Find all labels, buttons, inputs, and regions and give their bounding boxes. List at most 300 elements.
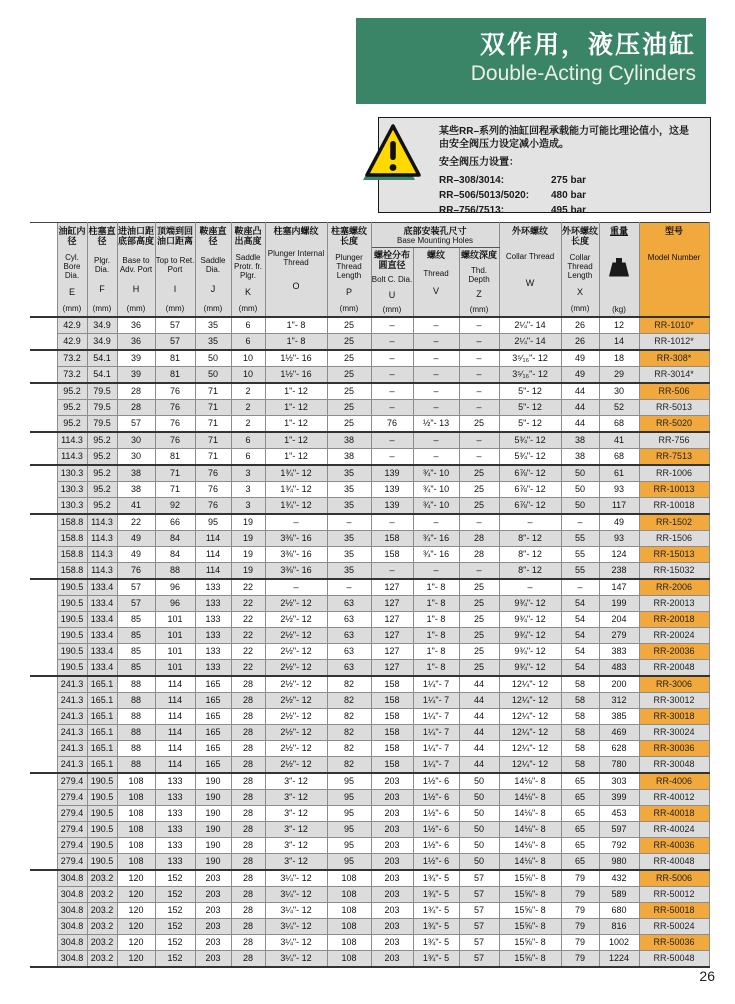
table-cell: 101 — [155, 628, 195, 644]
model-cell: RR-10013 — [639, 482, 709, 498]
table-cell: – — [459, 334, 499, 351]
table-cell: 1½"- 16 — [265, 350, 327, 367]
header-unit: (mm) — [62, 304, 82, 314]
table-cell: 190.5 — [87, 838, 117, 854]
table-cell: 199 — [599, 596, 639, 612]
model-cell: RR-20018 — [639, 612, 709, 628]
table-row — [30, 579, 709, 596]
table-cell: 61 — [599, 465, 639, 482]
table-cell: 30 — [117, 449, 155, 466]
table-cell: 133 — [155, 773, 195, 790]
table-cell: 165.1 — [87, 741, 117, 757]
header-en: Collar Thread — [505, 252, 555, 262]
table-cell: 203 — [195, 887, 231, 903]
model-cell: RR-15013 — [639, 547, 709, 563]
model-cell: RR-3014* — [639, 367, 709, 384]
table-cell: 3¼"- 12 — [265, 951, 327, 968]
table-cell: 54 — [561, 644, 599, 660]
spacer — [673, 279, 675, 288]
table-cell: 76 — [155, 432, 195, 449]
table-cell: 108 — [327, 919, 371, 935]
header-zh: 鞍座直径 — [199, 225, 227, 246]
margin-gutter-cell — [30, 903, 57, 919]
table-cell: 3 — [231, 465, 265, 482]
header-en: Saddle Protr. fr. Plgr. — [233, 252, 262, 280]
table-cell: 203 — [371, 773, 413, 790]
column-header-V — [413, 248, 459, 318]
table-row — [30, 350, 709, 367]
margin-gutter-cell — [30, 367, 57, 384]
table-cell: 108 — [327, 951, 371, 968]
table-cell: 203 — [371, 887, 413, 903]
table-cell: 1¾"- 5 — [413, 887, 459, 903]
table-cell: – — [413, 563, 459, 580]
column-header-W — [499, 223, 561, 318]
table-cell: 190.5 — [87, 773, 117, 790]
header-unit: (mm) — [469, 304, 489, 314]
table-cell: 81 — [155, 449, 195, 466]
table-cell: 190 — [195, 822, 231, 838]
table-row — [30, 628, 709, 644]
table-cell: 130.3 — [57, 498, 87, 515]
table-cell: 1"- 12 — [265, 383, 327, 400]
table-cell: 76 — [371, 416, 413, 433]
table-cell: 158 — [371, 725, 413, 741]
margin-gutter-cell — [30, 822, 57, 838]
table-cell: 1"- 12 — [265, 432, 327, 449]
table-cell: 165 — [195, 676, 231, 693]
table-cell: 139 — [371, 482, 413, 498]
margin-gutter-cell — [30, 741, 57, 757]
table-cell: 93 — [599, 482, 639, 498]
table-cell: 203 — [371, 951, 413, 968]
table-cell: 158 — [371, 693, 413, 709]
table-cell: 3⅜"- 16 — [265, 563, 327, 580]
table-cell: 57 — [155, 317, 195, 334]
table-row — [30, 676, 709, 693]
table-cell: 2½"- 12 — [265, 757, 327, 774]
table-row — [30, 334, 709, 351]
table-cell: 1¾"- 5 — [413, 870, 459, 887]
header-zh: 进油口距底部高度 — [117, 225, 154, 246]
table-cell: 49 — [599, 514, 639, 531]
column-header-E — [57, 223, 87, 318]
table-cell: 96 — [155, 579, 195, 596]
table-cell: 57 — [459, 951, 499, 968]
table-cell: 76 — [155, 416, 195, 433]
table-cell: 28 — [231, 854, 265, 871]
table-cell: 82 — [327, 693, 371, 709]
column-header-weight — [599, 223, 639, 318]
column-header-X — [561, 223, 599, 318]
header-letter: E — [68, 287, 75, 298]
table-cell: 8"- 12 — [499, 563, 561, 580]
table-cell: 28 — [231, 676, 265, 693]
table-cell: – — [413, 367, 459, 384]
header-en: Thread — [423, 268, 449, 278]
model-cell: RR-30048 — [639, 757, 709, 774]
table-cell: 79 — [561, 935, 599, 951]
table-cell: 108 — [327, 870, 371, 887]
table-cell: 1½"- 6 — [413, 838, 459, 854]
table-cell: 241.3 — [57, 693, 87, 709]
table-cell: 139 — [371, 465, 413, 482]
table-cell: 34.9 — [87, 334, 117, 351]
table-cell: 57 — [155, 334, 195, 351]
header-en: Bolt C. Dia. — [371, 275, 413, 285]
pressure-model: RR–506/5013/5020: — [439, 190, 530, 201]
table-row — [30, 725, 709, 741]
table-cell: 50 — [561, 498, 599, 515]
table-cell: 9¾"- 12 — [499, 628, 561, 644]
header-en: Thd. Depth — [468, 265, 490, 284]
table-cell: 93 — [599, 531, 639, 547]
table-cell: – — [413, 383, 459, 400]
table-cell: 49 — [561, 350, 599, 367]
model-cell: RR-30012 — [639, 693, 709, 709]
table-cell: 22 — [231, 612, 265, 628]
margin-gutter-cell — [30, 449, 57, 466]
table-cell: 88 — [155, 563, 195, 580]
table-cell: 165.1 — [87, 725, 117, 741]
table-cell: 203 — [371, 854, 413, 871]
header-letter: I — [173, 284, 177, 295]
table-cell: 79 — [561, 887, 599, 903]
table-cell: 120 — [117, 919, 155, 935]
model-cell: RR-50012 — [639, 887, 709, 903]
header-stack — [562, 224, 599, 316]
header-en: Plunger Thread Length — [335, 252, 363, 280]
table-cell: 2½"- 12 — [265, 725, 327, 741]
table-cell: 792 — [599, 838, 639, 854]
table-cell: 190.5 — [87, 806, 117, 822]
table-cell: 2 — [231, 416, 265, 433]
table-cell: 49 — [561, 367, 599, 384]
table-cell: 304.8 — [57, 887, 87, 903]
table-cell: 25 — [459, 644, 499, 660]
header-unit — [435, 305, 437, 314]
table-cell: 108 — [327, 887, 371, 903]
header-en: Base to Adv. Port — [119, 255, 153, 274]
margin-gutter-cell — [30, 465, 57, 482]
table-cell: 22 — [117, 514, 155, 531]
table-cell: 85 — [117, 644, 155, 660]
table-cell: 50 — [561, 482, 599, 498]
table-cell: 25 — [459, 628, 499, 644]
table-cell: 6 — [231, 432, 265, 449]
table-row — [30, 465, 709, 482]
table-cell: – — [327, 579, 371, 596]
table-cell: 165.1 — [87, 676, 117, 693]
header-zh: 鞍座凸出高度 — [234, 225, 262, 246]
margin-gutter-cell — [30, 773, 57, 790]
table-cell: – — [413, 350, 459, 367]
table-cell: 597 — [599, 822, 639, 838]
table-cell: 203.2 — [87, 887, 117, 903]
table-cell: 190.5 — [57, 660, 87, 677]
table-row — [30, 644, 709, 660]
column-header-F — [87, 223, 117, 318]
table-cell: 12¼"- 12 — [499, 709, 561, 725]
header-unit: (mm) — [570, 304, 590, 314]
warning-line-2: 由安全阀压力设定减小造成。 — [439, 139, 569, 150]
table-cell: 3"- 12 — [265, 773, 327, 790]
table-cell: 76 — [155, 383, 195, 400]
table-cell: 84 — [155, 547, 195, 563]
table-cell: 88 — [117, 757, 155, 774]
table-cell: 57 — [459, 870, 499, 887]
table-cell: 1"- 12 — [265, 416, 327, 433]
table-cell: 15⅝"- 8 — [499, 919, 561, 935]
table-row — [30, 514, 709, 531]
margin-gutter-cell — [30, 693, 57, 709]
table-cell: 133 — [195, 596, 231, 612]
margin-gutter-cell — [30, 628, 57, 644]
table-cell: 1"- 8 — [265, 317, 327, 334]
table-cell: 57 — [459, 919, 499, 935]
table-cell: 127 — [371, 579, 413, 596]
table-cell: 25 — [459, 612, 499, 628]
column-header-model — [639, 223, 709, 318]
model-cell: RR-2006 — [639, 579, 709, 596]
table-cell: 44 — [459, 725, 499, 741]
table-cell: 15⅝"- 8 — [499, 903, 561, 919]
table-cell: 133 — [155, 854, 195, 871]
table-cell: 124 — [599, 547, 639, 563]
table-cell: 190 — [195, 838, 231, 854]
table-cell: 95 — [327, 838, 371, 854]
table-cell: 2¼"- 14 — [499, 334, 561, 351]
table-cell: 1"- 8 — [413, 644, 459, 660]
margin-gutter-cell — [30, 547, 57, 563]
table-cell: 10 — [231, 367, 265, 384]
table-cell: 152 — [155, 919, 195, 935]
header-stack — [500, 224, 561, 316]
table-cell: 19 — [231, 531, 265, 547]
table-cell: 15⅝"- 8 — [499, 951, 561, 968]
table-cell: 1"- 8 — [265, 334, 327, 351]
margin-gutter-cell — [30, 790, 57, 806]
table-cell: 203 — [195, 935, 231, 951]
table-cell: 85 — [117, 612, 155, 628]
table-cell: 14⅛"- 8 — [499, 838, 561, 854]
table-cell: 54 — [561, 660, 599, 677]
table-cell: 453 — [599, 806, 639, 822]
table-cell: 1"- 8 — [413, 628, 459, 644]
table-cell: ¾"- 10 — [413, 465, 459, 482]
pressure-model: RR–308/3014: — [439, 175, 505, 186]
model-cell: RR-5020 — [639, 416, 709, 433]
table-cell: 2½"- 12 — [265, 660, 327, 677]
table-cell: 25 — [327, 416, 371, 433]
table-cell: 8"- 12 — [499, 531, 561, 547]
table-cell: 816 — [599, 919, 639, 935]
table-cell: 114 — [155, 757, 195, 774]
table-cell: 41 — [599, 432, 639, 449]
table-cell: 79 — [561, 951, 599, 968]
table-cell: 76 — [155, 400, 195, 416]
model-cell: RR-50048 — [639, 951, 709, 968]
table-cell: 79.5 — [87, 400, 117, 416]
table-cell: 58 — [561, 676, 599, 693]
table-row — [30, 741, 709, 757]
column-header-P — [327, 223, 371, 318]
table-cell: – — [327, 514, 371, 531]
table-cell: 95.2 — [57, 383, 87, 400]
table-cell: 76 — [117, 563, 155, 580]
table-cell: 190.5 — [87, 854, 117, 871]
table-cell: 50 — [459, 838, 499, 854]
table-cell: 84 — [155, 531, 195, 547]
table-cell: 279.4 — [57, 790, 87, 806]
table-cell: 15⅝"- 8 — [499, 870, 561, 887]
header-letter: Z — [476, 289, 482, 300]
table-cell: 9¾"- 12 — [499, 660, 561, 677]
table-cell: 204 — [599, 612, 639, 628]
pressure-settings — [439, 173, 706, 218]
table-cell: 165 — [195, 709, 231, 725]
table-cell: 55 — [561, 563, 599, 580]
spec-table — [30, 222, 710, 968]
table-cell: 120 — [117, 935, 155, 951]
header-unit: (mm) — [165, 304, 185, 314]
table-cell: 25 — [459, 498, 499, 515]
table-cell: 203.2 — [87, 903, 117, 919]
table-cell: 279.4 — [57, 822, 87, 838]
table-cell: 589 — [599, 887, 639, 903]
table-cell: 158 — [371, 709, 413, 725]
table-cell: 19 — [231, 563, 265, 580]
column-header-K — [231, 223, 265, 318]
table-cell: 241.3 — [57, 757, 87, 774]
model-cell: RR-30018 — [639, 709, 709, 725]
header-stack — [460, 248, 499, 316]
table-cell: 42.9 — [57, 334, 87, 351]
table-cell: 14⅛"- 8 — [499, 790, 561, 806]
header-zh: 油缸内径 — [58, 225, 86, 246]
table-cell: 35 — [327, 547, 371, 563]
weight-icon — [607, 257, 631, 284]
table-cell: 63 — [327, 644, 371, 660]
table-cell: 3"- 12 — [265, 854, 327, 871]
table-cell: 190 — [195, 790, 231, 806]
table-cell: 88 — [117, 709, 155, 725]
table-cell: 152 — [155, 935, 195, 951]
table-cell: 2½"- 12 — [265, 612, 327, 628]
table-cell: 203 — [195, 951, 231, 968]
table-cell: 108 — [117, 773, 155, 790]
table-cell: 9¾"- 12 — [499, 596, 561, 612]
table-cell: 101 — [155, 612, 195, 628]
table-cell: 49 — [117, 531, 155, 547]
table-cell: 6⅞"- 12 — [499, 498, 561, 515]
table-cell: 28 — [231, 919, 265, 935]
header-zh: 外环螺纹 — [512, 225, 549, 236]
table-cell: 120 — [117, 887, 155, 903]
table-cell: 158 — [371, 547, 413, 563]
model-cell: RR-1006 — [639, 465, 709, 482]
table-cell: 312 — [599, 693, 639, 709]
table-cell: – — [459, 383, 499, 400]
table-cell: 133.4 — [87, 628, 117, 644]
header-stack — [328, 224, 371, 316]
table-cell: 50 — [459, 790, 499, 806]
header-en: Plunger Internal Thread — [267, 249, 325, 268]
table-cell: 58 — [561, 757, 599, 774]
table-cell: 147 — [599, 579, 639, 596]
table-cell: 36 — [117, 317, 155, 334]
warning-subtitle: 安全阀压力设置： — [439, 157, 519, 168]
table-cell: 127 — [371, 612, 413, 628]
header-zh: 柱塞内螺纹 — [273, 225, 319, 236]
table-cell: – — [459, 317, 499, 334]
table-row — [30, 383, 709, 400]
model-cell: RR-40018 — [639, 806, 709, 822]
table-cell: 1¾"- 5 — [413, 951, 459, 968]
table-cell: 65 — [561, 806, 599, 822]
table-cell: 38 — [561, 449, 599, 466]
model-cell: RR-50018 — [639, 903, 709, 919]
table-cell: 28 — [459, 531, 499, 547]
model-cell: RR-1010* — [639, 317, 709, 334]
header-unit: (mm) — [203, 304, 223, 314]
margin-gutter-cell — [30, 935, 57, 951]
table-cell: 190 — [195, 806, 231, 822]
pressure-value: 480 bar — [551, 190, 587, 201]
table-cell: 12¼"- 12 — [499, 725, 561, 741]
table-row — [30, 498, 709, 515]
model-cell: RR-20013 — [639, 596, 709, 612]
table-cell: 203 — [371, 935, 413, 951]
table-cell: 158 — [371, 757, 413, 774]
table-cell: 165 — [195, 757, 231, 774]
header-stack — [156, 224, 195, 316]
table-cell: 65 — [561, 838, 599, 854]
table-cell: – — [499, 579, 561, 596]
table-cell: 165 — [195, 693, 231, 709]
table-cell: 190.5 — [87, 790, 117, 806]
table-cell: 12¼"- 12 — [499, 741, 561, 757]
table-cell: 980 — [599, 854, 639, 871]
table-cell: 203.2 — [87, 870, 117, 887]
table-row — [30, 660, 709, 677]
table-cell: 54.1 — [87, 350, 117, 367]
column-header-I — [155, 223, 195, 318]
table-cell: 44 — [459, 757, 499, 774]
table-cell: 780 — [599, 757, 639, 774]
table-cell: 3⅜"- 16 — [265, 531, 327, 547]
table-cell: 68 — [599, 416, 639, 433]
table-cell: 165 — [195, 741, 231, 757]
table-cell: 35 — [327, 563, 371, 580]
header-zh: 顶端到回油口距离 — [156, 225, 193, 246]
table-cell: 14 — [599, 334, 639, 351]
table-cell: 8"- 12 — [499, 547, 561, 563]
table-cell: 203 — [371, 870, 413, 887]
table-cell: 114 — [155, 676, 195, 693]
table-cell: ¾"- 10 — [413, 498, 459, 515]
table-cell: – — [371, 317, 413, 334]
page-title-en: Double-Acting Cylinders — [470, 62, 696, 85]
table-cell: 1¾"- 12 — [265, 482, 327, 498]
table-cell: 44 — [459, 676, 499, 693]
table-cell: 114 — [195, 563, 231, 580]
table-cell: 28 — [231, 725, 265, 741]
table-cell: 28 — [231, 790, 265, 806]
table-row — [30, 822, 709, 838]
table-cell: 50 — [459, 822, 499, 838]
table-cell: 1"- 12 — [265, 449, 327, 466]
